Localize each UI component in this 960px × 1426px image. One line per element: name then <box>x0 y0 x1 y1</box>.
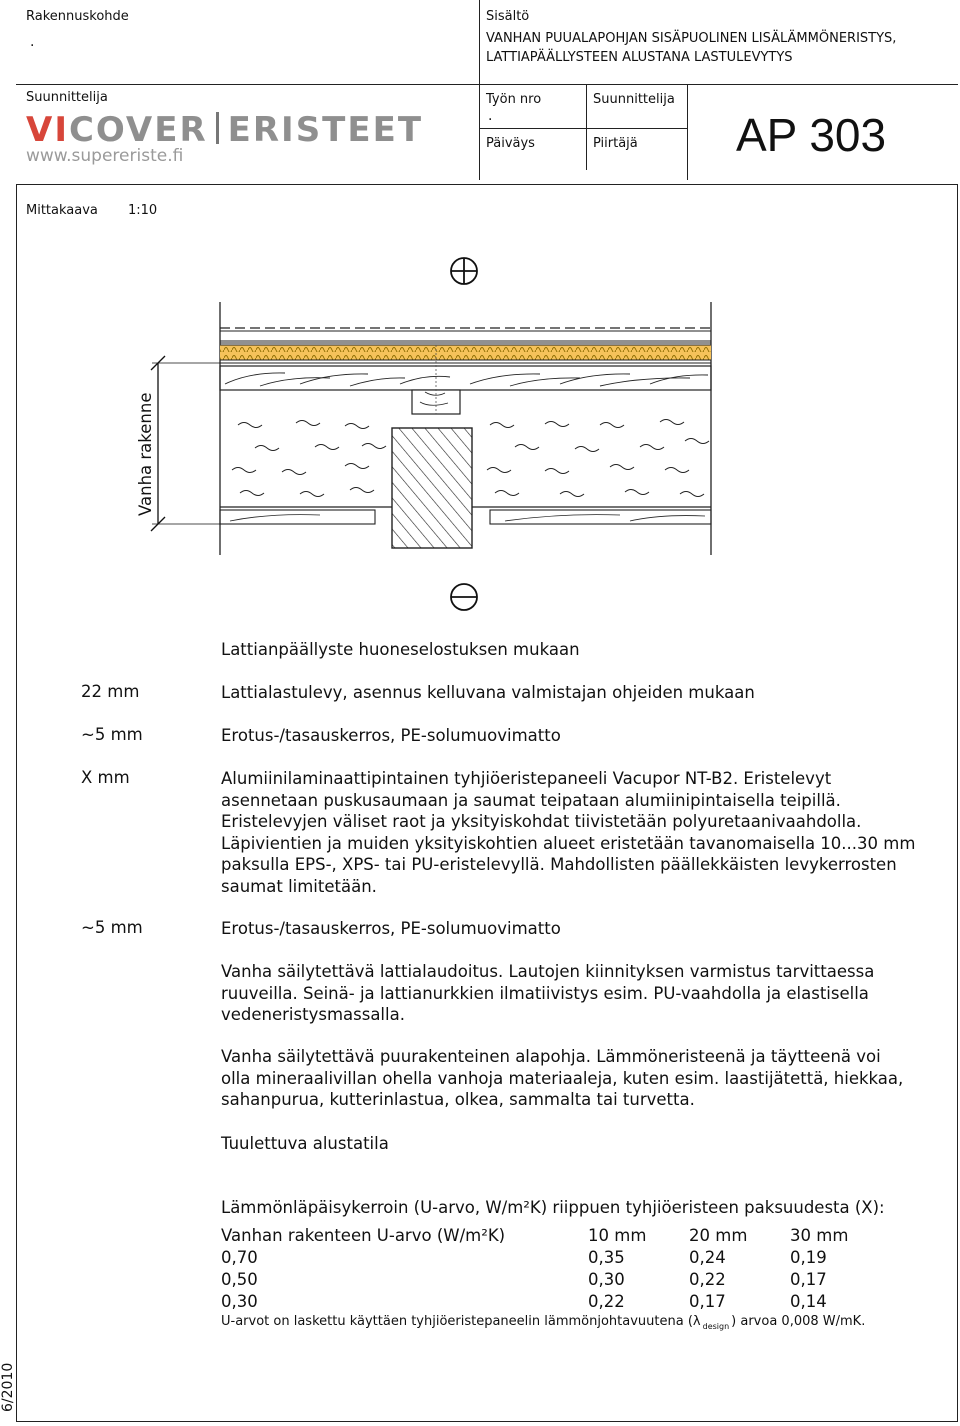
u-table-cell: 0,14 <box>790 1292 827 1311</box>
cold-side-minus-icon <box>451 584 477 610</box>
layer-chipboard: Lattialastulevy, asennus kelluvana valmistajan ohjeiden mukaan <box>221 683 755 702</box>
vip-line: asennetaan puskusaumaan ja saumat teipataan alumiinipintaisella teipillä. <box>221 790 841 810</box>
layer-pe-mat2-thickness: ~5 mm <box>81 918 143 937</box>
content-line-1: VANHAN PUUALAPOHJAN SISÄPUOLINEN LISÄLÄMMÖNERISTYS, <box>486 31 897 46</box>
u-table-cell: 0,22 <box>689 1270 726 1289</box>
u-table-header: 30 mm <box>790 1226 849 1245</box>
job-number-value: . <box>488 108 493 124</box>
vip-line: paksulla EPS-, XPS- tai PU-eristelevyllä. Mahdollisten päällekkäisten levykerrosten <box>221 855 897 874</box>
logo-eristeet: ERISTEET <box>227 110 424 150</box>
drawer-label: Piirtäjä <box>593 136 638 151</box>
layer-old-floorboards <box>221 961 941 1026</box>
layer-pe-mat2: Erotus-/tasauskerros, PE-solumuovimatto <box>221 919 561 938</box>
layer-ventilated-crawlspace: Tuulettuva alustatila <box>221 1134 389 1153</box>
vip-line: saumat limitetään. <box>221 876 377 896</box>
u-table-cell: 0,30 <box>588 1270 625 1289</box>
u-table-cell: 0,22 <box>588 1292 625 1311</box>
floorboards-line: ruuveilla. Seinä- ja lattianurkkien ilmatiivistys esim. PU-vaahdolla ja elastisella <box>221 983 869 1003</box>
vip-line: Alumiinilaminaattipintainen tyhjiöeristepaneeli Vacupor NT-B2. Eristelevyt <box>221 769 832 788</box>
footnote-sub: design <box>702 1321 730 1331</box>
designer-label: Suunnittelija <box>26 90 108 105</box>
u-table-cell: 0,70 <box>221 1248 258 1267</box>
warm-side-plus-icon <box>451 258 477 284</box>
footnote-end: ) arvoa 0,008 W/mK. <box>731 1314 866 1329</box>
footnote-main: U-arvot on laskettu käyttäen tyhjiöeristepaneelin lämmönjohtavuutena (λ <box>221 1314 701 1329</box>
base-floor-line: olla mineraalivillan ohella vanhoja materiaaleja, kuten esim. laastijätettä, hiekkaa, <box>221 1068 904 1088</box>
floor-section-drawing <box>0 0 960 640</box>
vip-line: Läpivientien ja muiden yksityiskohtien alueet eristetään tavanomaisella 10...30 mm <box>221 833 916 853</box>
floorboards-line: Vanha säilytettävä lattialaudoitus. Lautojen kiinnityksen varmistus tarvittaessa <box>221 962 875 981</box>
u-table-cell: 0,24 <box>689 1248 726 1267</box>
u-table-header: 10 mm <box>588 1226 647 1245</box>
layer-pe-mat-thickness: ~5 mm <box>81 725 143 744</box>
u-table-cell: 0,17 <box>790 1270 827 1289</box>
base-floor-line: Vanha säilytettävä puurakenteinen alapohja. Lämmöneristeenä ja täytteenä voi <box>221 1047 881 1066</box>
layer-vip-thickness: X mm <box>81 768 130 787</box>
layer-vip <box>221 768 941 897</box>
u-table-header: Vanhan rakenteen U-arvo (W/m²K) <box>221 1226 506 1245</box>
vip-line: Eristelevyjen väliset raot ja yksityiskohdat tiivistetään polyuretaanivaahdolla. <box>221 812 862 831</box>
layer-floor-covering: Lattianpäällyste huoneselostuksen mukaan <box>221 640 580 659</box>
scale-label: Mittakaava <box>26 203 98 218</box>
project-value: . <box>30 34 35 50</box>
side-date: 6/2010 <box>0 1362 16 1412</box>
layer-pe-mat: Erotus-/tasauskerros, PE-solumuovimatto <box>221 726 561 745</box>
website-text: www.supereriste.fi <box>26 146 184 166</box>
content-label: Sisältö <box>486 9 530 24</box>
layer-chipboard-thickness: 22 mm <box>81 682 140 701</box>
u-table-cell: 0,50 <box>221 1270 258 1289</box>
layer-old-base-floor <box>221 1046 941 1111</box>
chipboard-layer <box>220 331 711 341</box>
logo-cover: COVER <box>68 110 208 150</box>
designer2-label: Suunnittelija <box>593 92 675 107</box>
u-table-cell: 0,30 <box>221 1292 258 1311</box>
project-label: Rakennuskohde <box>26 9 129 24</box>
floorboards-line: vedeneristysmassalla. <box>221 1005 405 1024</box>
job-number-label: Työn nro <box>486 92 542 107</box>
u-table-header: 20 mm <box>689 1226 748 1245</box>
content-line-2: LATTIAPÄÄLLYSTEEN ALUSTANA LASTULEVYTYS <box>486 50 793 65</box>
u-table-cell: 0,19 <box>790 1248 827 1267</box>
u-table-cell: 0,17 <box>689 1292 726 1311</box>
date-label: Päiväys <box>486 136 535 151</box>
u-table-footnote <box>221 1314 865 1331</box>
logo-vi: VI <box>26 110 69 150</box>
base-floor-line: sahanpurua, kutterinlastua, olkea, sammalta tai turvetta. <box>221 1090 695 1109</box>
floor-joist <box>392 428 472 548</box>
u-table-title: Lämmönläpäisykerroin (U-arvo, W/m²K) riippuen tyhjiöeristeen paksuudesta (X): <box>221 1198 885 1217</box>
u-table-cell: 0,35 <box>588 1248 625 1267</box>
drawing-number: AP 303 <box>736 109 887 161</box>
scale-value: 1:10 <box>128 203 158 218</box>
old-structure-label: Vanha rakenne <box>136 392 155 516</box>
old-floorboards-layer <box>220 366 711 390</box>
